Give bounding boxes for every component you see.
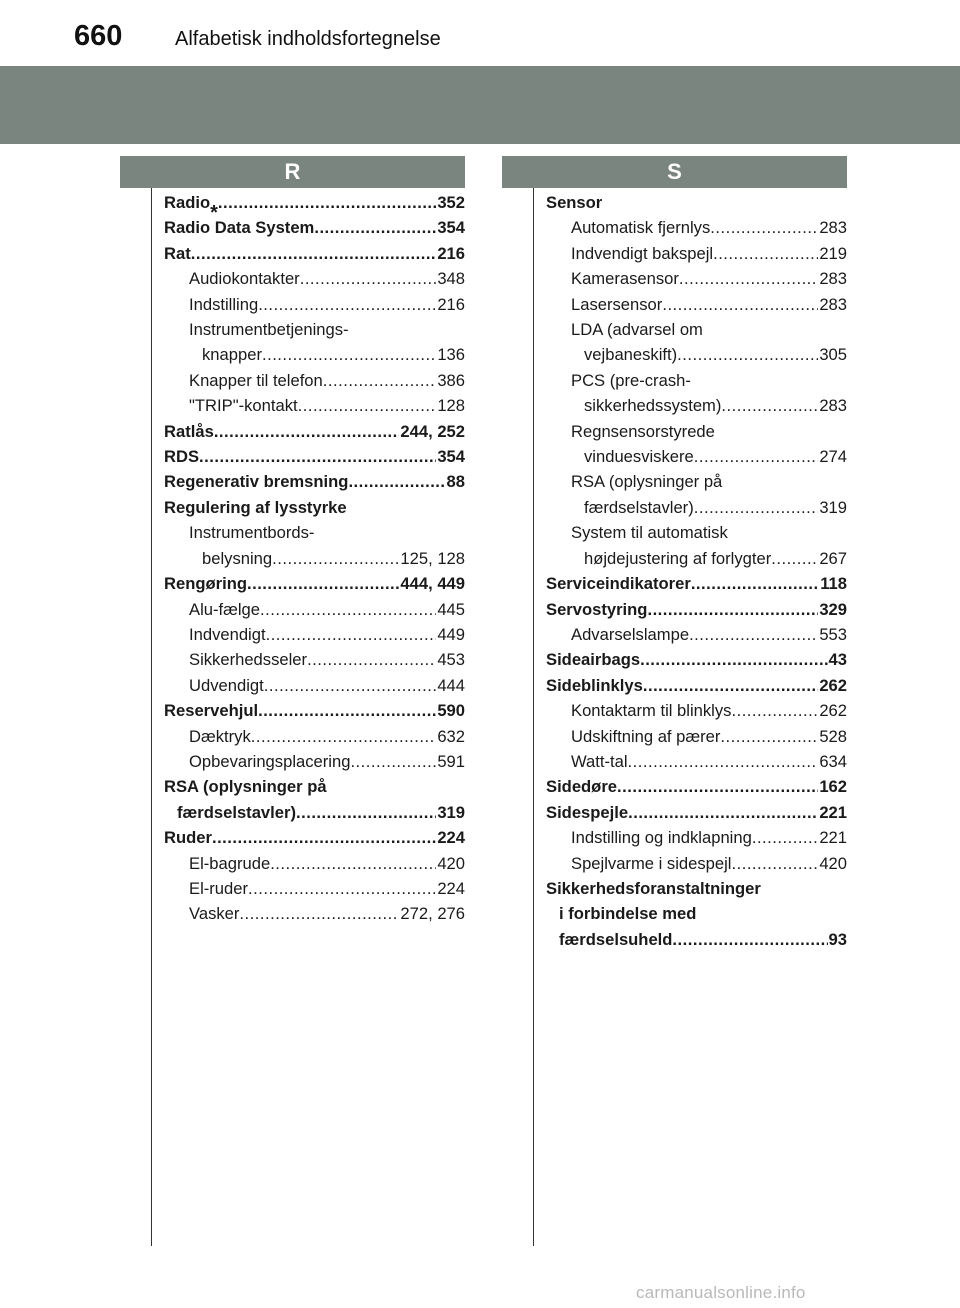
index-term: knapper: [202, 345, 262, 365]
index-page-ref: 262: [819, 701, 847, 721]
dot-leader: [296, 800, 436, 825]
index-page-ref: 445: [437, 599, 465, 619]
index-entry: [164, 774, 465, 799]
index-entry: [164, 368, 465, 393]
index-term: Spejlvarme i sidespejl: [571, 853, 732, 873]
index-page-ref: 354: [437, 447, 465, 467]
index-entry: [164, 292, 465, 317]
index-term: Kontaktarm til blinklys: [571, 701, 732, 721]
page-number: 660: [74, 20, 123, 52]
dot-leader: [214, 419, 400, 444]
index-page-ref: 632: [437, 726, 465, 746]
index-page-ref: 93: [828, 929, 847, 949]
index-page-ref: 216: [437, 294, 465, 314]
index-entry: [164, 546, 465, 571]
dot-leader: [270, 851, 436, 876]
index-term: Sideblinklys: [546, 675, 643, 695]
index-entry: [164, 749, 465, 774]
index-page-ref: 272, 276: [400, 904, 465, 924]
index-page-ref: 453: [437, 650, 465, 670]
dot-leader: [199, 444, 436, 469]
index-entry: [546, 520, 847, 545]
index-page-ref: 449: [437, 624, 465, 644]
dot-leader: [662, 292, 818, 317]
index-entry: [546, 317, 847, 342]
index-page-ref: 136: [437, 345, 465, 365]
index-page-ref: 305: [819, 345, 847, 365]
index-entry: [546, 393, 847, 418]
index-term: vinduesviskere: [584, 447, 694, 467]
index-entry: [164, 673, 465, 698]
dot-leader: [348, 469, 445, 494]
index-term: PCS (pre-crash-: [571, 370, 691, 390]
index-term: RSA (oplysninger på: [164, 777, 327, 797]
index-entry: [546, 419, 847, 444]
index-entry: [164, 241, 465, 266]
index-entry: [164, 698, 465, 723]
dot-leader: [628, 800, 818, 825]
index-page-ref: 221: [819, 802, 847, 822]
index-term: Alu-fælge: [189, 599, 261, 619]
index-term: RDS: [164, 447, 200, 467]
index-page-ref: 221: [819, 828, 847, 848]
index-term: Automatisk fjernlys: [571, 218, 711, 238]
index-entry: [164, 419, 465, 444]
index-page-ref: 444: [437, 675, 465, 695]
index-entry: [546, 927, 847, 952]
index-entry: [546, 368, 847, 393]
index-term: Instrumentbetjenings-: [189, 320, 349, 340]
index-page-ref: 329: [819, 599, 847, 619]
index-entry: [546, 495, 847, 520]
index-entry: [164, 520, 465, 545]
index-page-ref: 590: [437, 701, 465, 721]
header-band: [0, 66, 960, 144]
dot-leader: [258, 698, 436, 723]
index-entry: [546, 825, 847, 850]
index-term: Rat: [164, 243, 191, 263]
index-term: Regnsensorstyrede: [571, 421, 715, 441]
page-header: [0, 0, 960, 66]
dot-leader: [307, 647, 436, 672]
index-entry: [546, 800, 847, 825]
index-page-ref: 634: [819, 751, 847, 771]
index-entry: [546, 241, 847, 266]
dot-leader: [212, 825, 436, 850]
index-page-ref: 348: [437, 269, 465, 289]
index-page-ref: 43: [828, 650, 847, 670]
index-page-ref: 283: [819, 218, 847, 238]
dot-leader: [721, 393, 818, 418]
index-entries-r: [164, 190, 465, 927]
index-page-ref: 267: [819, 548, 847, 568]
dot-leader: [272, 546, 399, 571]
index-page-ref: 283: [819, 396, 847, 416]
dot-leader: [266, 622, 437, 647]
index-entry: [546, 444, 847, 469]
index-page-ref: 319: [437, 802, 465, 822]
dot-leader: [677, 342, 818, 367]
index-term: Indstilling: [189, 294, 259, 314]
index-entry: [164, 393, 465, 418]
index-term: Udskiftning af pærer: [571, 726, 721, 746]
index-term: Sensor: [546, 193, 603, 212]
index-entry: [546, 597, 847, 622]
index-entry: [164, 444, 465, 469]
index-entry: [546, 469, 847, 494]
index-entry: [546, 292, 847, 317]
index-term: RSA (oplysninger på: [571, 472, 723, 492]
index-term: Kamerasensor: [571, 269, 679, 289]
index-term: Rengøring: [164, 574, 247, 594]
index-term: LDA (advarsel om: [571, 320, 703, 340]
dot-leader: [771, 546, 818, 571]
index-page-ref: 352: [437, 193, 465, 212]
dot-leader: [314, 215, 436, 240]
index-entry: [164, 622, 465, 647]
index-entry: [164, 342, 465, 367]
index-term: Vasker: [189, 904, 240, 924]
index-term: færdselsuheld: [559, 929, 673, 949]
dot-leader: [689, 622, 818, 647]
dot-leader: [617, 774, 818, 799]
index-entry: [546, 622, 847, 647]
index-term: færdselstavler): [177, 802, 296, 822]
index-entry: [546, 266, 847, 291]
index-entry: Radio * ..... 352: [164, 190, 465, 215]
index-entry: [546, 876, 847, 901]
index-term: El-bagrude: [189, 853, 271, 873]
dot-leader: [731, 698, 818, 723]
dot-leader: [640, 647, 827, 672]
index-entry: [546, 546, 847, 571]
index-term: "TRIP"-kontakt: [189, 396, 298, 416]
index-entry: [546, 190, 847, 215]
index-page-ref: 420: [819, 853, 847, 873]
dot-leader: [258, 292, 436, 317]
index-page-ref: 591: [437, 751, 465, 771]
index-term: Lasersensor: [571, 294, 663, 314]
index-entry: [164, 495, 465, 520]
watermark-text: carmanualsonline.info: [636, 1283, 806, 1302]
index-term: Regulering af lysstyrke: [164, 497, 347, 517]
index-page-ref: 274: [819, 447, 847, 467]
index-term: Ratlås: [164, 421, 214, 441]
dot-leader: [752, 825, 818, 850]
dot-leader: [298, 393, 437, 418]
index-page-ref: 88: [446, 472, 465, 492]
column-rule-s: [533, 188, 534, 1246]
index-entry: [164, 825, 465, 850]
dot-leader: [218, 190, 436, 215]
index-entry: [546, 749, 847, 774]
index-entry: [546, 851, 847, 876]
index-entries-s: [546, 190, 847, 952]
index-term: Dæktryk: [189, 726, 251, 746]
index-term: højdejustering af forlygter: [584, 548, 772, 568]
dot-leader: [262, 342, 436, 367]
index-entry: [164, 571, 465, 596]
index-term: Advarselslampe: [571, 624, 690, 644]
index-term: Udvendigt: [189, 675, 264, 695]
index-entry: [164, 317, 465, 342]
index-page-ref: 386: [437, 370, 465, 390]
index-term: Watt-tal: [571, 751, 628, 771]
index-entry: [164, 469, 465, 494]
index-entry: [164, 597, 465, 622]
dot-leader: [191, 241, 437, 266]
index-entry: [546, 673, 847, 698]
letter-heading-r: R: [120, 156, 465, 188]
index-entry: [164, 901, 465, 926]
index-term: færdselstavler): [584, 497, 694, 517]
dot-leader: [691, 571, 819, 596]
dot-leader: [679, 266, 818, 291]
index-term: Sikkerhedsseler: [189, 650, 308, 670]
index-page-ref: 444, 449: [400, 574, 465, 594]
index-entry: [164, 800, 465, 825]
index-term: Ruder: [164, 828, 212, 848]
index-term: Knapper til telefon: [189, 370, 323, 390]
index-page-ref: 553: [819, 624, 847, 644]
index-term: El-ruder: [189, 878, 249, 898]
dot-leader: [247, 571, 399, 596]
index-term: Regenerativ bremsning: [164, 472, 349, 492]
index-entry: [546, 215, 847, 240]
index-term: Servostyring: [546, 599, 648, 619]
index-entry: [164, 876, 465, 901]
index-term: Opbevaringsplacering: [189, 751, 351, 771]
dot-leader: [713, 241, 818, 266]
dot-leader: [350, 749, 436, 774]
column-rule-r: [151, 188, 152, 1246]
index-term: vejbaneskift): [584, 345, 678, 365]
index-term: belysning: [202, 548, 273, 568]
dot-leader: [323, 368, 437, 393]
dot-leader: [251, 724, 437, 749]
index-page-ref: 224: [437, 828, 465, 848]
page-header-title: Alfabetisk indholdsfortegnelse: [175, 28, 441, 50]
dot-leader: [628, 749, 819, 774]
index-entry: [546, 774, 847, 799]
index-entry: [164, 647, 465, 672]
dot-leader: [264, 673, 437, 698]
dot-leader: [720, 724, 818, 749]
dot-leader: [647, 597, 818, 622]
index-term: Audiokontakter: [189, 269, 300, 289]
index-page-ref: 319: [819, 497, 847, 517]
dot-leader: [710, 215, 818, 240]
index-term: i forbindelse med: [559, 904, 697, 924]
index-page-ref: 283: [819, 294, 847, 314]
index-entry: [164, 851, 465, 876]
dot-leader: [248, 876, 436, 901]
index-column-r: [120, 156, 465, 924]
index-entry: [546, 901, 847, 926]
index-page-ref: 219: [819, 243, 847, 263]
index-page-ref: 244, 252: [400, 421, 465, 441]
dot-leader: [672, 927, 827, 952]
dot-leader: [694, 444, 819, 469]
index-column-s: [502, 156, 847, 949]
index-entry: [546, 724, 847, 749]
index-term: Reservehjul: [164, 701, 259, 721]
dot-leader: [731, 851, 818, 876]
index-term: Sidespejle: [546, 802, 629, 822]
index-page-ref: 354: [437, 218, 465, 238]
index-term: Instrumentbords-: [189, 523, 315, 543]
dot-leader: [694, 495, 819, 520]
dot-leader: [239, 901, 399, 926]
index-entry: [546, 698, 847, 723]
index-term: sikkerhedssystem): [584, 396, 722, 416]
index-entry: [546, 647, 847, 672]
index-term: Sidedøre: [546, 777, 618, 797]
index-page-ref: 262: [819, 675, 847, 695]
dot-leader: [260, 597, 436, 622]
index-term: Indstilling og indklapning: [571, 828, 752, 848]
index-term: Sikkerhedsforanstaltninger: [546, 878, 761, 898]
index-entry: [546, 342, 847, 367]
letter-heading-s: S: [502, 156, 847, 188]
index-page-ref: 283: [819, 269, 847, 289]
index-term: Sideairbags: [546, 650, 641, 670]
dot-leader: [643, 673, 818, 698]
index-page-ref: 224: [437, 878, 465, 898]
index-entry: [164, 724, 465, 749]
index-page-ref: 128: [437, 396, 465, 416]
index-page-ref: 118: [820, 574, 847, 594]
index-term: Serviceindikatorer: [546, 574, 691, 594]
index-page-ref: 420: [437, 853, 465, 873]
index-page-ref: 162: [819, 777, 847, 797]
index-entry: [164, 266, 465, 291]
index-term: Indvendigt bakspejl: [571, 243, 714, 263]
index-term: System til automatisk: [571, 523, 728, 543]
dot-leader: [300, 266, 437, 291]
index-page-ref: 216: [437, 243, 465, 263]
index-entry: [546, 571, 847, 596]
index-term: Indvendigt: [189, 624, 266, 644]
index-page-ref: 528: [819, 726, 847, 746]
index-page-ref: 125, 128: [400, 548, 465, 568]
index-term: Radio Data System: [164, 218, 315, 238]
index-term: Radio: [164, 193, 211, 212]
